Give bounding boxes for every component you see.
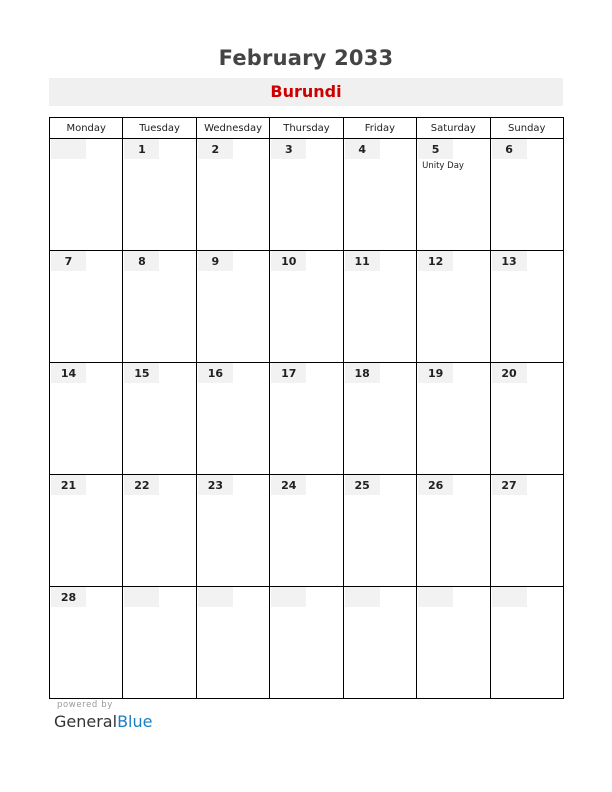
day-cell xyxy=(196,251,269,363)
day-cell xyxy=(490,251,563,363)
weekday-header-row xyxy=(50,118,564,139)
day-number: 22 xyxy=(124,475,159,495)
day-cell xyxy=(123,363,196,475)
day-number: 1 xyxy=(124,139,159,159)
generalblue-logo[interactable] xyxy=(54,712,152,731)
day-cell xyxy=(417,251,490,363)
day-number: 19 xyxy=(418,363,453,383)
day-number: 14 xyxy=(51,363,86,383)
day-number: 7 xyxy=(51,251,86,271)
weekday-header: Sunday xyxy=(490,118,563,139)
day-cell xyxy=(196,363,269,475)
day-cell xyxy=(123,251,196,363)
day-cell xyxy=(417,587,490,699)
day-number: 18 xyxy=(345,363,380,383)
day-cell xyxy=(417,139,490,251)
day-cell xyxy=(123,139,196,251)
day-number xyxy=(418,587,453,607)
day-cell xyxy=(196,139,269,251)
week-row xyxy=(50,139,564,251)
day-number: 3 xyxy=(271,139,306,159)
day-cell xyxy=(123,475,196,587)
day-cell xyxy=(50,139,123,251)
day-cell xyxy=(343,363,416,475)
day-number: 20 xyxy=(492,363,527,383)
day-number: 5 xyxy=(418,139,453,159)
powered-by-text: powered by xyxy=(57,700,113,710)
page-title: February 2033 xyxy=(218,46,394,70)
day-number: 21 xyxy=(51,475,86,495)
day-number: 8 xyxy=(124,251,159,271)
day-cell xyxy=(270,251,343,363)
day-number: 13 xyxy=(492,251,527,271)
weekday-header: Wednesday xyxy=(196,118,269,139)
day-number: 23 xyxy=(198,475,233,495)
day-cell xyxy=(343,251,416,363)
day-number: 12 xyxy=(418,251,453,271)
day-cell xyxy=(270,587,343,699)
day-number: 10 xyxy=(271,251,306,271)
day-number xyxy=(345,587,380,607)
week-row xyxy=(50,251,564,363)
day-number xyxy=(124,587,159,607)
weekday-header: Thursday xyxy=(270,118,343,139)
day-number: 25 xyxy=(345,475,380,495)
day-cell xyxy=(343,139,416,251)
day-cell xyxy=(50,363,123,475)
day-number xyxy=(271,587,306,607)
day-number: 6 xyxy=(492,139,527,159)
day-cell xyxy=(123,587,196,699)
day-number: 26 xyxy=(418,475,453,495)
brand-general: General xyxy=(54,712,118,731)
day-cell xyxy=(417,475,490,587)
country-name: Burundi xyxy=(270,82,342,101)
day-cell xyxy=(343,475,416,587)
day-number: 9 xyxy=(198,251,233,271)
day-number: 2 xyxy=(198,139,233,159)
day-number: 17 xyxy=(271,363,306,383)
holiday-label: Unity Day xyxy=(422,161,464,171)
day-number: 15 xyxy=(124,363,159,383)
day-cell xyxy=(196,475,269,587)
day-cell xyxy=(343,587,416,699)
day-number xyxy=(51,139,86,159)
day-cell xyxy=(490,587,563,699)
day-cell xyxy=(417,363,490,475)
day-number: 4 xyxy=(345,139,380,159)
day-cell xyxy=(490,363,563,475)
weekday-header: Monday xyxy=(50,118,123,139)
day-cell xyxy=(50,251,123,363)
country-banner xyxy=(49,78,563,106)
day-cell xyxy=(490,475,563,587)
day-cell xyxy=(50,475,123,587)
week-row xyxy=(50,587,564,699)
day-cell xyxy=(490,139,563,251)
day-cell xyxy=(270,363,343,475)
day-cell xyxy=(196,587,269,699)
calendar-grid xyxy=(49,117,564,699)
weekday-header: Tuesday xyxy=(123,118,196,139)
day-number: 16 xyxy=(198,363,233,383)
day-number: 24 xyxy=(271,475,306,495)
day-number xyxy=(492,587,527,607)
weekday-header: Saturday xyxy=(417,118,490,139)
week-row xyxy=(50,363,564,475)
day-cell xyxy=(270,475,343,587)
day-number: 28 xyxy=(51,587,86,607)
day-cell xyxy=(50,587,123,699)
brand-blue: Blue xyxy=(117,712,153,731)
day-cell xyxy=(270,139,343,251)
week-row xyxy=(50,475,564,587)
day-number: 27 xyxy=(492,475,527,495)
weekday-header: Friday xyxy=(343,118,416,139)
day-number: 11 xyxy=(345,251,380,271)
day-number xyxy=(198,587,233,607)
